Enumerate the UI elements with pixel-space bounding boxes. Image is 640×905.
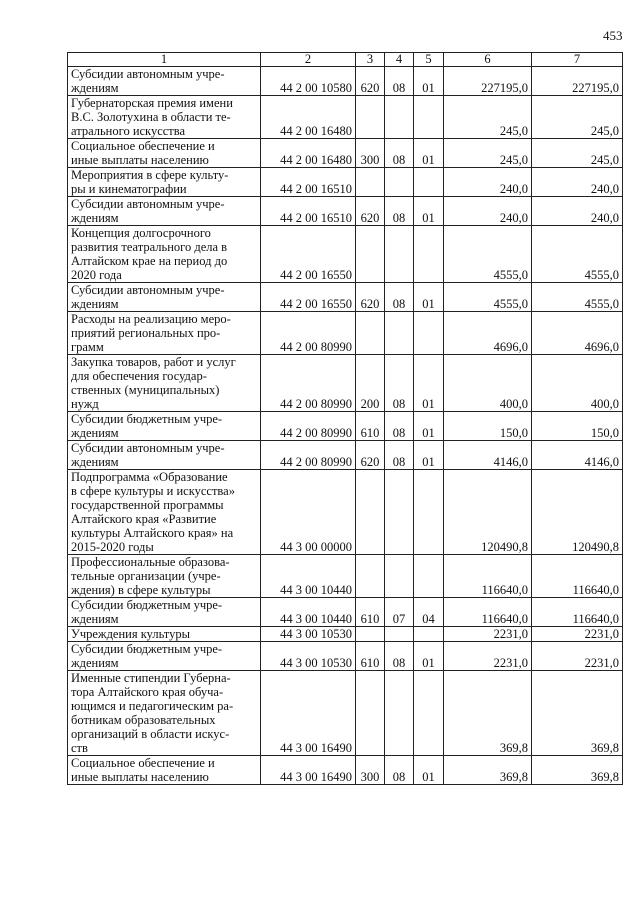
expense-name-line: 2020 года — [71, 268, 122, 282]
section-cell — [385, 168, 414, 197]
expense-name-line: ботникам образовательных — [71, 713, 216, 727]
expense-name-line: Субсидии бюджетным учре- — [71, 412, 223, 426]
subsection-cell — [414, 96, 444, 139]
amount-col7-cell: 150,0 — [532, 412, 623, 441]
expense-name-cell — [68, 226, 261, 283]
table-row — [68, 642, 623, 671]
target-code-cell: 44 3 00 10530 — [261, 627, 356, 642]
column-header-4: 4 — [385, 53, 414, 67]
expense-name-line: ств — [71, 741, 88, 755]
table-body — [68, 67, 623, 785]
expense-name-line: Субсидии автономным учре- — [71, 197, 225, 211]
table-row — [68, 67, 623, 96]
expense-name-line: ждениям — [71, 297, 119, 311]
table-row — [68, 627, 623, 642]
target-code-cell: 44 3 00 16490 — [261, 756, 356, 785]
expense-type-cell: 300 — [356, 756, 385, 785]
subsection-cell: 01 — [414, 441, 444, 470]
expense-name-line: Субсидии бюджетным учре- — [71, 598, 223, 612]
table-row — [68, 96, 623, 139]
table-row — [68, 441, 623, 470]
expense-name-line: ждениям — [71, 656, 119, 670]
amount-col6-cell: 4555,0 — [444, 283, 532, 312]
expense-name-line: Социальное обеспечение и — [71, 139, 215, 153]
column-header-5: 5 — [414, 53, 444, 67]
expense-name-line: иные выплаты населению — [71, 770, 209, 784]
expense-name-line: ждениям — [71, 426, 119, 440]
target-code-cell: 44 2 00 80990 — [261, 412, 356, 441]
table-row — [68, 197, 623, 226]
subsection-cell — [414, 168, 444, 197]
header-row — [68, 53, 623, 67]
expense-name-line: ждениям — [71, 81, 119, 95]
section-cell — [385, 470, 414, 555]
amount-col6-cell: 116640,0 — [444, 555, 532, 598]
subsection-cell — [414, 555, 444, 598]
expense-name-line: 2015-2020 годы — [71, 540, 154, 554]
amount-col6-cell: 120490,8 — [444, 470, 532, 555]
amount-col6-cell: 4696,0 — [444, 312, 532, 355]
section-cell: 08 — [385, 197, 414, 226]
amount-col6-cell: 227195,0 — [444, 67, 532, 96]
expense-name-line: Субсидии автономным учре- — [71, 67, 225, 81]
amount-col7-cell: 116640,0 — [532, 555, 623, 598]
section-cell — [385, 627, 414, 642]
amount-col6-cell: 4146,0 — [444, 441, 532, 470]
expense-name-line: организаций в области искус- — [71, 727, 230, 741]
target-code-cell: 44 2 00 10580 — [261, 67, 356, 96]
expense-name-line: тельные организации (учре- — [71, 569, 221, 583]
expense-name-line: Расходы на реализацию меро- — [71, 312, 231, 326]
target-code-cell: 44 3 00 16490 — [261, 671, 356, 756]
expense-name-line: Алтайского края «Развитие — [71, 512, 217, 526]
amount-col6-cell: 4555,0 — [444, 226, 532, 283]
expense-name-line: развития театрального дела в — [71, 240, 228, 254]
amount-col7-cell: 240,0 — [532, 197, 623, 226]
expense-name-line: ственных (муниципальных) — [71, 383, 220, 397]
amount-col6-cell: 369,8 — [444, 671, 532, 756]
section-cell: 08 — [385, 642, 414, 671]
expense-type-cell: 610 — [356, 412, 385, 441]
amount-col7-cell: 245,0 — [532, 139, 623, 168]
expense-type-cell: 620 — [356, 441, 385, 470]
amount-col6-cell: 400,0 — [444, 355, 532, 412]
page-number: 453 — [603, 28, 623, 43]
expense-name-line: Субсидии автономным учре- — [71, 283, 225, 297]
amount-col6-cell: 150,0 — [444, 412, 532, 441]
section-cell: 08 — [385, 441, 414, 470]
subsection-cell: 01 — [414, 139, 444, 168]
table-row — [68, 283, 623, 312]
section-cell — [385, 226, 414, 283]
expense-name-line: государственной программы — [71, 498, 224, 512]
expense-name-line: ждениям — [71, 612, 119, 626]
section-cell: 08 — [385, 412, 414, 441]
expense-type-cell — [356, 671, 385, 756]
column-header-3: 3 — [356, 53, 385, 67]
section-cell: 07 — [385, 598, 414, 627]
section-cell — [385, 96, 414, 139]
amount-col7-cell: 4555,0 — [532, 283, 623, 312]
expense-type-cell: 620 — [356, 197, 385, 226]
expense-name-cell — [68, 96, 261, 139]
expense-name-line: Учреждения культуры — [71, 627, 190, 641]
subsection-cell: 01 — [414, 283, 444, 312]
subsection-cell — [414, 627, 444, 642]
amount-col7-cell: 116640,0 — [532, 598, 623, 627]
section-cell: 08 — [385, 67, 414, 96]
expense-name-line: нужд — [71, 397, 99, 411]
section-cell: 08 — [385, 756, 414, 785]
table-row — [68, 226, 623, 283]
table-row — [68, 555, 623, 598]
expense-name-cell — [68, 627, 261, 642]
expense-name-line: в сфере культуры и искусства» — [71, 484, 235, 498]
target-code-cell: 44 3 00 10530 — [261, 642, 356, 671]
expense-name-cell — [68, 555, 261, 598]
section-cell: 08 — [385, 283, 414, 312]
expense-name-cell — [68, 355, 261, 412]
section-cell — [385, 555, 414, 598]
column-header-6: 6 — [444, 53, 532, 67]
table-row — [68, 355, 623, 412]
budget-table — [67, 52, 623, 785]
subsection-cell: 01 — [414, 756, 444, 785]
target-code-cell: 44 2 00 16550 — [261, 283, 356, 312]
expense-name-line: Мероприятия в сфере культу- — [71, 168, 229, 182]
expense-name-cell — [68, 441, 261, 470]
amount-col6-cell: 2231,0 — [444, 627, 532, 642]
expense-type-cell — [356, 226, 385, 283]
expense-name-cell — [68, 283, 261, 312]
expense-name-cell — [68, 412, 261, 441]
section-cell: 08 — [385, 139, 414, 168]
expense-name-line: ры и кинематографии — [71, 182, 187, 196]
expense-name-line: Субсидии бюджетным учре- — [71, 642, 223, 656]
expense-name-line: культуры Алтайского края» на — [71, 526, 234, 540]
amount-col7-cell: 369,8 — [532, 671, 623, 756]
amount-col7-cell: 4146,0 — [532, 441, 623, 470]
table-row — [68, 470, 623, 555]
expense-type-cell — [356, 627, 385, 642]
column-header-1: 1 — [68, 53, 261, 67]
subsection-cell — [414, 470, 444, 555]
column-header-7: 7 — [532, 53, 623, 67]
expense-type-cell — [356, 96, 385, 139]
table-row — [68, 756, 623, 785]
expense-name-line: ждениям — [71, 455, 119, 469]
section-cell — [385, 671, 414, 756]
expense-name-line: тора Алтайского края обуча- — [71, 685, 224, 699]
amount-col7-cell: 240,0 — [532, 168, 623, 197]
column-header-2: 2 — [261, 53, 356, 67]
expense-name-cell — [68, 642, 261, 671]
expense-name-cell — [68, 168, 261, 197]
target-code-cell: 44 2 00 16510 — [261, 197, 356, 226]
expense-type-cell — [356, 470, 385, 555]
subsection-cell: 01 — [414, 642, 444, 671]
amount-col6-cell: 240,0 — [444, 197, 532, 226]
subsection-cell: 01 — [414, 355, 444, 412]
amount-col7-cell: 2231,0 — [532, 627, 623, 642]
expense-type-cell: 300 — [356, 139, 385, 168]
expense-type-cell: 610 — [356, 642, 385, 671]
amount-col6-cell: 245,0 — [444, 96, 532, 139]
subsection-cell: 04 — [414, 598, 444, 627]
target-code-cell: 44 2 00 16480 — [261, 96, 356, 139]
expense-name-cell — [68, 312, 261, 355]
subsection-cell: 01 — [414, 412, 444, 441]
expense-name-cell — [68, 671, 261, 756]
expense-type-cell — [356, 168, 385, 197]
amount-col6-cell: 369,8 — [444, 756, 532, 785]
amount-col7-cell: 227195,0 — [532, 67, 623, 96]
amount-col6-cell: 245,0 — [444, 139, 532, 168]
amount-col7-cell: 245,0 — [532, 96, 623, 139]
subsection-cell — [414, 226, 444, 283]
expense-name-line: Субсидии автономным учре- — [71, 441, 225, 455]
expense-name-line: иные выплаты населению — [71, 153, 209, 167]
target-code-cell: 44 2 00 80990 — [261, 355, 356, 412]
target-code-cell: 44 3 00 00000 — [261, 470, 356, 555]
expense-type-cell: 200 — [356, 355, 385, 412]
table-row — [68, 412, 623, 441]
table-row — [68, 139, 623, 168]
subsection-cell: 01 — [414, 67, 444, 96]
expense-name-line: Концепция долгосрочного — [71, 226, 211, 240]
expense-name-line: Именные стипендии Губерна- — [71, 671, 231, 685]
table-row — [68, 671, 623, 756]
expense-type-cell: 620 — [356, 67, 385, 96]
expense-name-cell — [68, 197, 261, 226]
expense-type-cell: 610 — [356, 598, 385, 627]
amount-col7-cell: 4696,0 — [532, 312, 623, 355]
table-row — [68, 168, 623, 197]
amount-col6-cell: 116640,0 — [444, 598, 532, 627]
expense-name-line: атрального искусства — [71, 124, 186, 138]
amount-col7-cell: 120490,8 — [532, 470, 623, 555]
expense-name-cell — [68, 470, 261, 555]
amount-col7-cell: 369,8 — [532, 756, 623, 785]
expense-name-line: приятий региональных про- — [71, 326, 221, 340]
target-code-cell: 44 2 00 16510 — [261, 168, 356, 197]
expense-type-cell: 620 — [356, 283, 385, 312]
target-code-cell: 44 2 00 16480 — [261, 139, 356, 168]
expense-name-cell — [68, 756, 261, 785]
expense-name-line: Подпрограмма «Образование — [71, 470, 228, 484]
expense-type-cell — [356, 312, 385, 355]
expense-name-cell — [68, 67, 261, 96]
target-code-cell: 44 2 00 80990 — [261, 441, 356, 470]
amount-col6-cell: 2231,0 — [444, 642, 532, 671]
expense-name-line: Профессиональные образова- — [71, 555, 230, 569]
expense-name-line: Губернаторская премия имени — [71, 96, 233, 110]
target-code-cell: 44 3 00 10440 — [261, 555, 356, 598]
expense-name-line: Закупка товаров, работ и услуг — [71, 355, 236, 369]
section-cell: 08 — [385, 355, 414, 412]
expense-name-cell — [68, 598, 261, 627]
expense-name-line: грамм — [71, 340, 104, 354]
subsection-cell — [414, 671, 444, 756]
table-row — [68, 598, 623, 627]
target-code-cell: 44 2 00 16550 — [261, 226, 356, 283]
subsection-cell — [414, 312, 444, 355]
amount-col7-cell: 400,0 — [532, 355, 623, 412]
amount-col6-cell: 240,0 — [444, 168, 532, 197]
amount-col7-cell: 2231,0 — [532, 642, 623, 671]
expense-name-line: для обеспечения государ- — [71, 369, 207, 383]
expense-name-line: ждения) в сфере культуры — [71, 583, 211, 597]
expense-type-cell — [356, 555, 385, 598]
section-cell — [385, 312, 414, 355]
expense-name-cell — [68, 139, 261, 168]
table-row — [68, 312, 623, 355]
expense-name-line: ждениям — [71, 211, 119, 225]
subsection-cell: 01 — [414, 197, 444, 226]
expense-name-line: ющимся и педагогическим ра- — [71, 699, 234, 713]
target-code-cell: 44 2 00 80990 — [261, 312, 356, 355]
expense-name-line: В.С. Золотухина в области те- — [71, 110, 231, 124]
amount-col7-cell: 4555,0 — [532, 226, 623, 283]
expense-name-line: Алтайском крае на период до — [71, 254, 228, 268]
target-code-cell: 44 3 00 10440 — [261, 598, 356, 627]
expense-name-line: Социальное обеспечение и — [71, 756, 215, 770]
